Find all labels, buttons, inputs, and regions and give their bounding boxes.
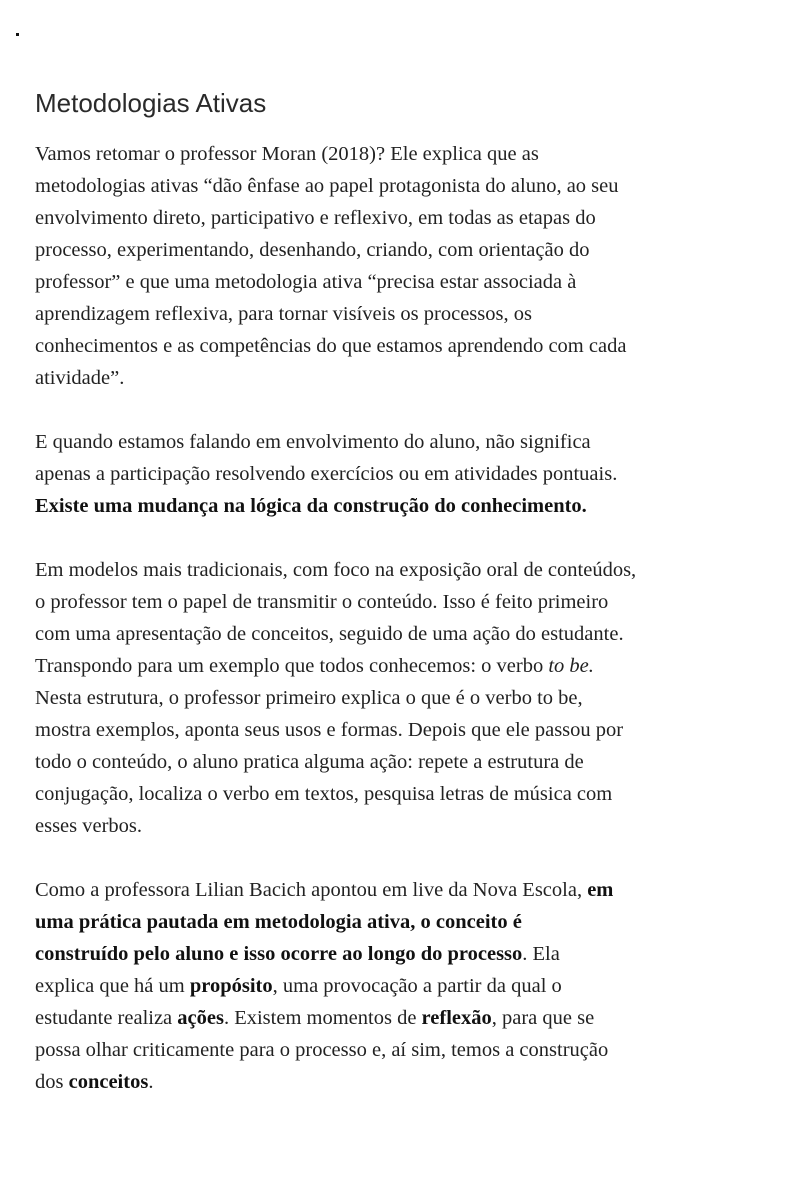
text: Como a professora Lilian Bacich apontou em live da Nova Escola,: [35, 879, 588, 901]
text-line: [35, 138, 755, 170]
text-line: [35, 234, 755, 266]
text: possa olhar criticamente para o processo e, aí sim, temos a construção: [35, 1039, 609, 1061]
text: Nesta estrutura, o professor primeiro explica o que é o verbo to be,: [35, 687, 583, 709]
text: o professor tem o papel de transmitir o conteúdo. Isso é feito primeiro: [35, 591, 609, 613]
text-line: [35, 778, 755, 810]
text: professor” e que uma metodologia ativa “precisa estar associada à: [35, 271, 577, 293]
text-line: [35, 330, 755, 362]
text: metodologias ativas “dão ênfase ao papel protagonista do aluno, ao seu: [35, 175, 619, 197]
text-line: [35, 810, 755, 842]
text-line: [35, 458, 755, 490]
bold-text: uma prática pautada em metodologia ativa, o conceito é: [35, 911, 522, 933]
text-line: [35, 970, 755, 1002]
text-line: [35, 938, 755, 970]
text: aprendizagem reflexiva, para tornar visíveis os processos, os: [35, 303, 532, 325]
text: estudante realiza: [35, 1007, 178, 1029]
text: apenas a participação resolvendo exercícios ou em atividades pontuais.: [35, 463, 618, 485]
bold-text: propósito: [189, 975, 273, 997]
text: dos: [35, 1071, 69, 1093]
text: . Existem momentos de: [223, 1007, 422, 1029]
text-line: [35, 874, 755, 906]
text-line: [35, 682, 755, 714]
text-line: [35, 266, 755, 298]
text-line: [35, 554, 755, 586]
text-line: [35, 1034, 755, 1066]
text: processo, experimentando, desenhando, criando, com orientação do: [35, 239, 590, 261]
text: todo o conteúdo, o aluno pratica alguma ação: repete a estrutura de: [35, 751, 584, 773]
text-line: [35, 714, 755, 746]
text: atividade”.: [35, 367, 125, 389]
text-line: [35, 490, 755, 522]
text: Em modelos mais tradicionais, com foco na exposição oral de conteúdos,: [35, 559, 637, 581]
text: mostra exemplos, aponta seus usos e formas. Depois que ele passou por: [35, 719, 624, 741]
text: explica que há um: [35, 975, 190, 997]
page-title: Metodologias Ativas: [35, 88, 267, 118]
text: . Ela: [522, 943, 560, 965]
text-line: [35, 586, 755, 618]
paragraph: [35, 426, 755, 522]
text: envolvimento direto, participativo e reflexivo, em todas as etapas do: [35, 207, 596, 229]
text: conhecimentos e as competências do que estamos aprendendo com cada: [35, 335, 627, 357]
paragraph: [35, 554, 755, 842]
text-line: [35, 202, 755, 234]
article-body: [35, 138, 755, 1130]
text: esses verbos.: [35, 815, 143, 837]
text: .: [148, 1071, 154, 1093]
text: com uma apresentação de conceitos, seguido de uma ação do estudante.: [35, 623, 624, 645]
text-line: [35, 170, 755, 202]
text: , para que se: [491, 1007, 595, 1029]
text-line: [35, 906, 755, 938]
bullet-dot: [16, 33, 19, 36]
text: Vamos retomar o professor Moran (2018)? Ele explica que as: [35, 143, 539, 165]
paragraph: [35, 874, 755, 1098]
bold-text: conceitos: [68, 1071, 149, 1093]
text-line: [35, 618, 755, 650]
text: , uma provocação a partir da qual o: [272, 975, 562, 997]
text: E quando estamos falando em envolvimento do aluno, não significa: [35, 431, 591, 453]
text-line: [35, 746, 755, 778]
bold-text: em: [587, 879, 614, 901]
italic-text: to be.: [548, 655, 594, 677]
text-line: [35, 362, 755, 394]
text-line: [35, 650, 755, 682]
text-line: [35, 1002, 755, 1034]
text-line: [35, 1066, 755, 1098]
bold-text: reflexão: [421, 1007, 492, 1029]
bold-text: ações: [177, 1007, 224, 1029]
text-line: [35, 298, 755, 330]
text: Transpondo para um exemplo que todos conhecemos: o verbo: [35, 655, 549, 677]
paragraph: [35, 138, 755, 394]
text: conjugação, localiza o verbo em textos, pesquisa letras de música com: [35, 783, 613, 805]
bold-text: construído pelo aluno e isso ocorre ao longo do processo: [35, 943, 523, 965]
text-line: [35, 426, 755, 458]
bold-text: Existe uma mudança na lógica da construção do conhecimento.: [35, 495, 587, 517]
